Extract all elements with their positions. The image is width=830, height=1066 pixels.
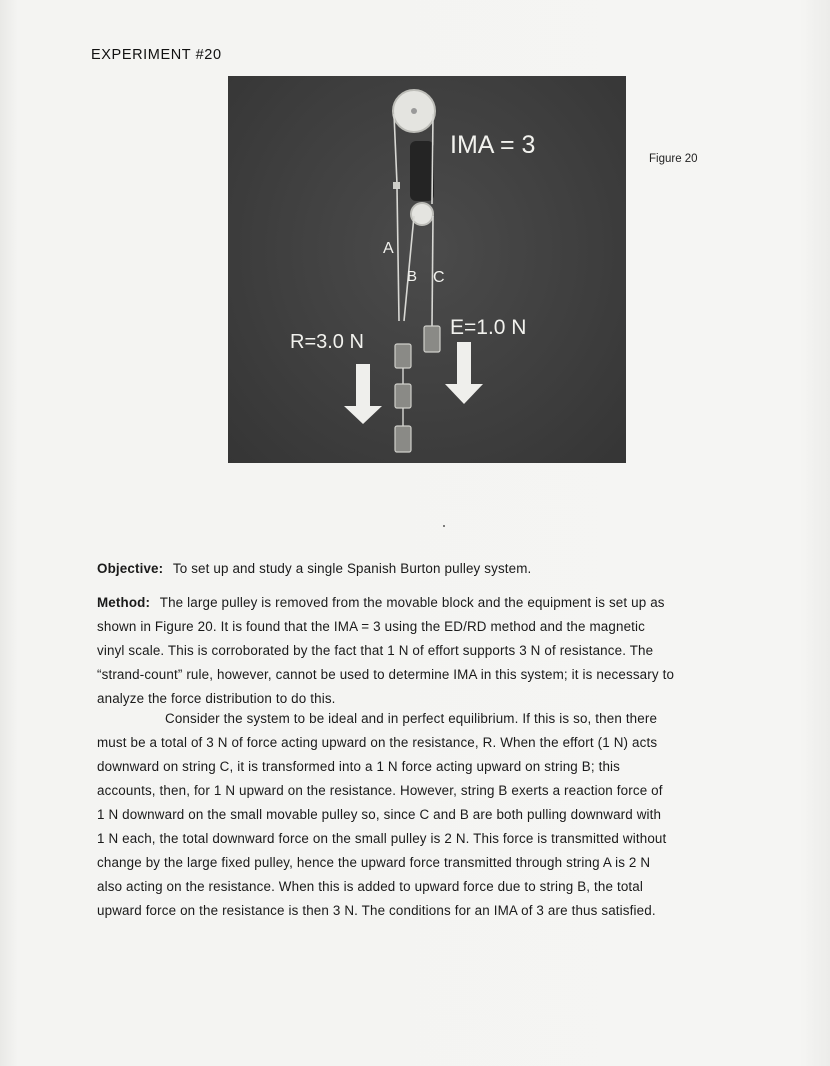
ima-label: IMA = 3: [450, 131, 536, 159]
down-arrow-icon: [445, 342, 483, 404]
small-pulley-icon: [411, 203, 433, 225]
discussion-line: must be a total of 3 N of force acting upward on the resistance, R. When the effort (1 N) acts: [97, 735, 658, 750]
speck: [443, 525, 445, 527]
effort-label: E=1.0 N: [450, 316, 527, 339]
resistance-label: R=3.0 N: [290, 331, 364, 353]
discussion-paragraph: [97, 707, 777, 923]
string-b-label: B: [407, 268, 418, 285]
discussion-line: upward force on the resistance is then 3 N. The conditions for an IMA of 3 are thus satisfied.: [97, 903, 656, 918]
discussion-line: downward on string C, it is transformed into a 1 N force acting upward on string B; this: [97, 759, 621, 774]
method-label: Method:: [97, 595, 151, 610]
objective-text: To set up and study a single Spanish Burton pulley system.: [172, 561, 532, 576]
discussion-line: also acting on the resistance. When this is added to upward force due to string B, the total: [97, 879, 644, 894]
objective-paragraph: [97, 557, 777, 581]
string-a: [397, 188, 399, 321]
method-line: vinyl scale. This is corroborated by the fact that 1 N of effort supports 3 N of resistance. The: [97, 643, 654, 658]
pulley-diagram: [228, 76, 626, 463]
discussion-line: 1 N each, the total downward force on the small pulley is 2 N. This force is transmitted without: [97, 831, 667, 846]
method-line: The large pulley is removed from the movable block and the equipment is set up as: [159, 595, 665, 610]
method-line: “strand-count” rule, however, cannot be used to determine IMA in this system; it is necessary to: [97, 667, 675, 682]
figure-caption: Figure 20: [649, 153, 698, 165]
discussion-line: accounts, then, for 1 N upward on the resistance. However, string B exerts a reaction force of: [97, 783, 663, 798]
support-block: [410, 141, 434, 201]
down-arrow-icon: [344, 364, 382, 424]
method-paragraph: [97, 591, 777, 711]
discussion-line: 1 N downward on the small movable pulley so, since C and B are both pulling downward with: [97, 807, 662, 822]
effort-weight: [424, 326, 440, 352]
weight: [395, 344, 411, 368]
figure-photo: [228, 76, 626, 463]
objective-label: Objective:: [97, 561, 164, 576]
weight: [395, 426, 411, 452]
string-a-label: A: [383, 240, 394, 257]
method-line: shown in Figure 20. It is found that the IMA = 3 using the ED/RD method and the magnetic: [97, 619, 646, 634]
string-c-label: C: [433, 269, 445, 286]
weight: [395, 384, 411, 408]
method-line: analyze the force distribution to do this.: [97, 691, 336, 706]
page-title: EXPERIMENT #20: [91, 47, 222, 63]
discussion-line: change by the large fixed pulley, hence the upward force transmitted through string A is 2 N: [97, 855, 651, 870]
discussion-line: Consider the system to be ideal and in perfect equilibrium. If this is so, then there: [165, 711, 658, 726]
